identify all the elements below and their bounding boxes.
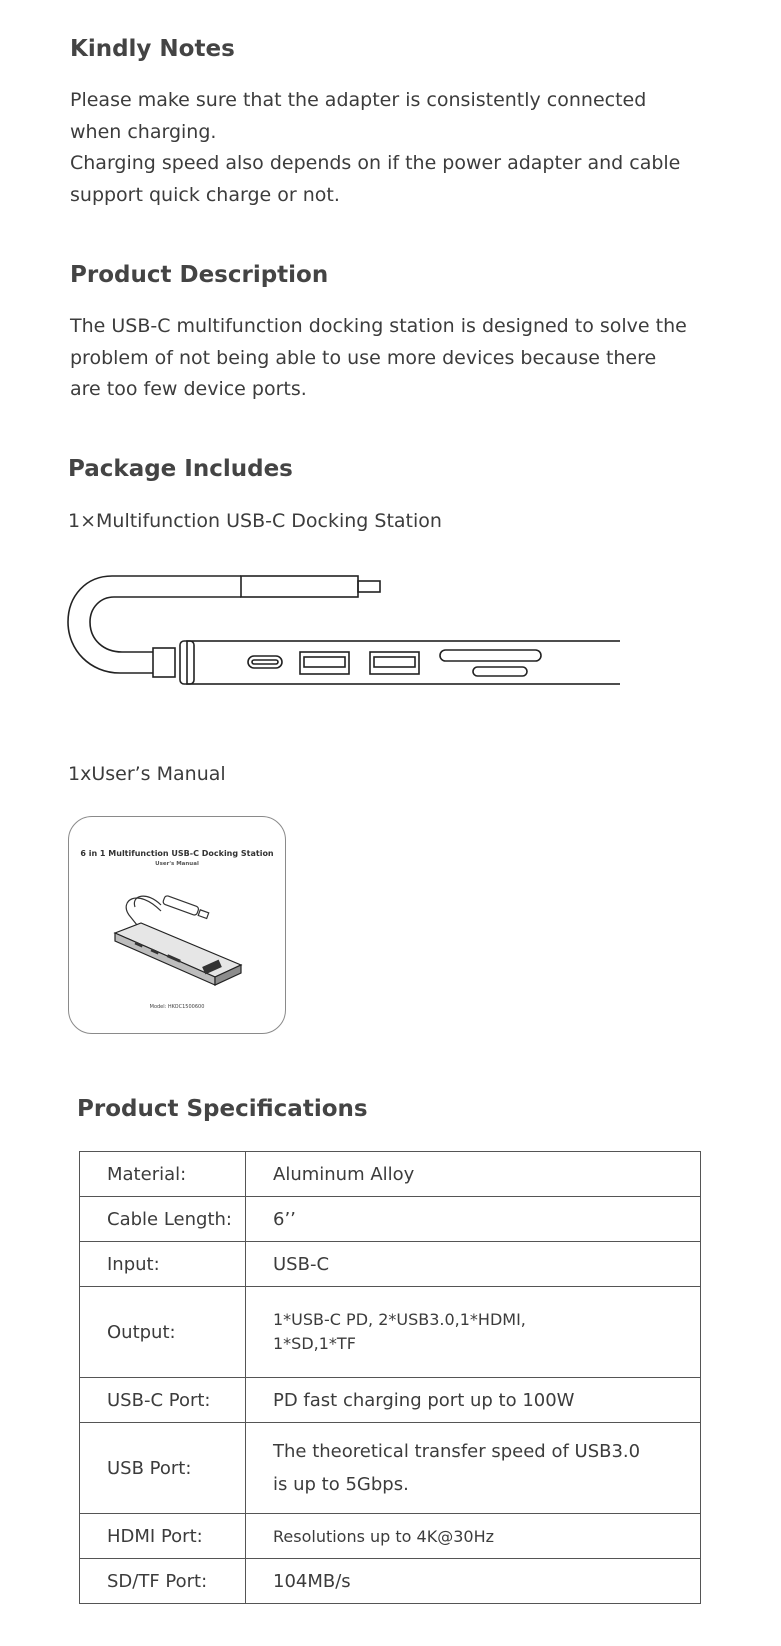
manual-model: Model: HKOC1500600 [149,1004,205,1010]
table-row [80,1514,701,1559]
kindly-notes-line: Please make sure that the adapter is consistently connected [70,89,647,111]
kindly-notes-line: support quick charge or not. [70,183,340,206]
spec-value: Resolutions up to 4K@30Hz [246,1514,701,1559]
spec-value: PD fast charging port up to 100W [246,1378,701,1423]
spec-key: Material: [80,1152,246,1197]
package-item-manual: 1xUser’s Manual [68,763,226,785]
table-row [80,1423,701,1514]
table-row [80,1287,701,1378]
product-description-line: problem of not being able to use more devices because there [70,346,657,369]
package-item-docking-station: 1×Multifunction USB-C Docking Station [68,510,442,532]
spec-key: SD/TF Port: [80,1559,246,1604]
kindly-notes-text [70,85,680,211]
product-description-heading: Product Description [70,262,329,288]
spec-value [246,1423,701,1514]
product-description-line: The USB-C multifunction docking station is designed to solve the [70,315,687,337]
spec-value [246,1287,701,1378]
spec-value-line: 1*SD,1*TF [273,1334,356,1353]
product-specifications-heading: Product Specifications [77,1096,368,1122]
package-includes-heading: Package Includes [68,456,293,482]
spec-key: USB Port: [80,1423,246,1514]
spec-key: HDMI Port: [80,1514,246,1559]
spec-value: Aluminum Alloy [246,1152,701,1197]
table-row [80,1152,701,1197]
kindly-notes-heading: Kindly Notes [70,36,235,62]
user-manual-thumbnail [68,816,286,1034]
spec-key: Input: [80,1242,246,1287]
spec-value: 6’’ [246,1197,701,1242]
table-row [80,1378,701,1423]
spec-value: 104MB/s [246,1559,701,1604]
docking-station-illustration [60,568,620,708]
table-row [80,1197,701,1242]
spec-value-line: is up to 5Gbps. [273,1474,409,1495]
product-description-text [70,311,687,406]
manual-subtitle: User's Manual [155,861,199,867]
kindly-notes-line: Charging speed also depends on if the power adapter and cable [70,152,681,174]
manual-title: 6 in 1 Multifunction USB-C Docking Station [80,849,274,858]
spec-value-line: The theoretical transfer speed of USB3.0 [273,1441,641,1462]
spec-key: Output: [80,1287,246,1378]
spec-value: USB-C [246,1242,701,1287]
product-description-line: are too few device ports. [70,378,307,400]
kindly-notes-line: when charging. [70,120,217,143]
spec-key: USB-C Port: [80,1378,246,1423]
table-row [80,1242,701,1287]
specifications-table [79,1151,701,1604]
manual-hub-illustration [107,879,257,999]
spec-value-line: 1*USB-C PD, 2*USB3.0,1*HDMI, [273,1310,526,1329]
spec-key: Cable Length: [80,1197,246,1242]
table-row [80,1559,701,1604]
